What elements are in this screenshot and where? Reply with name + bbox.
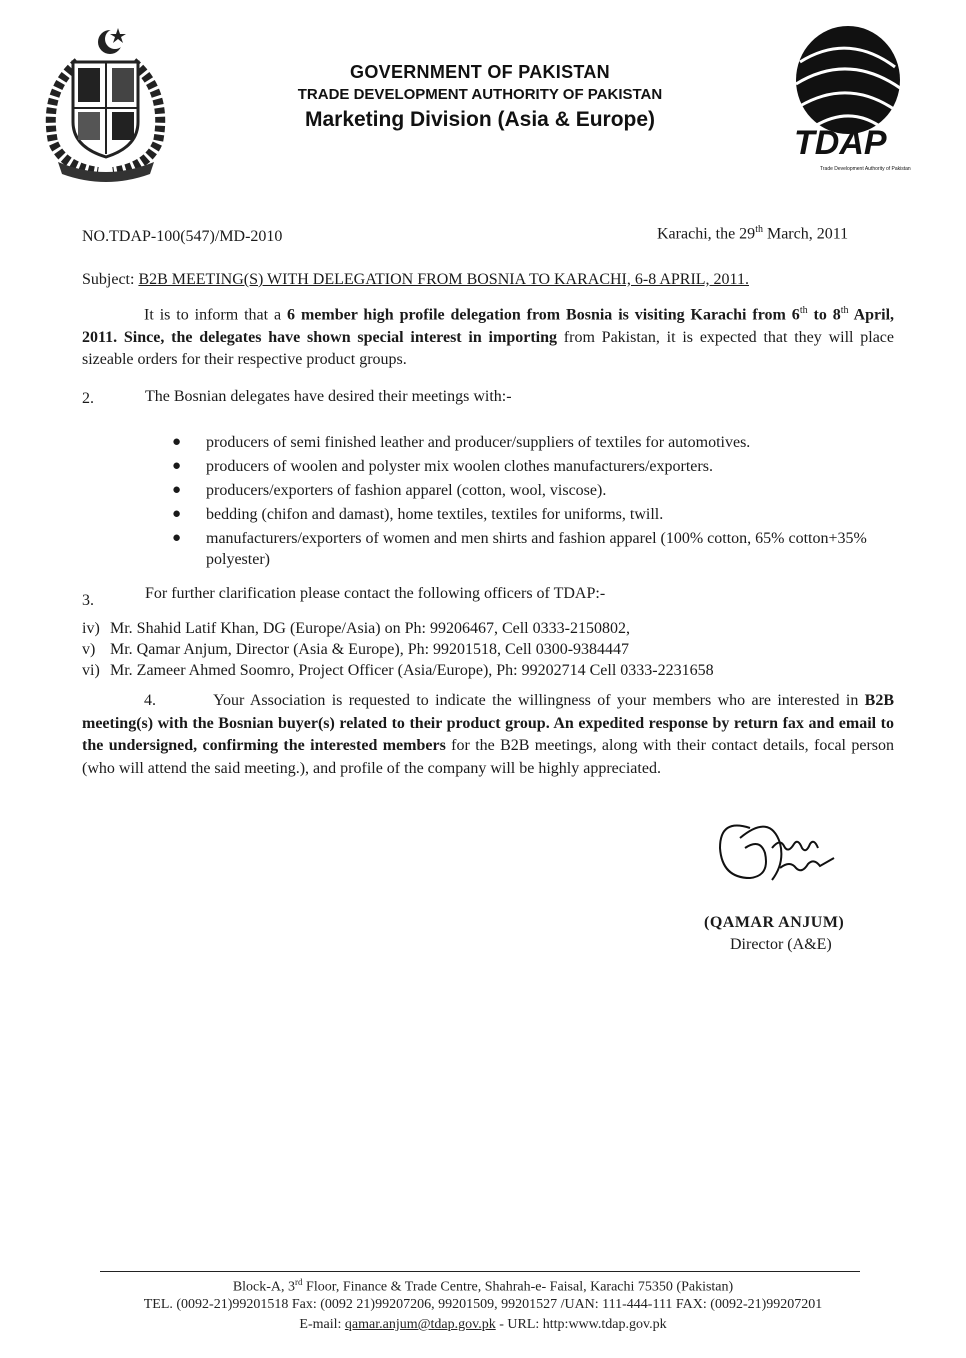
subject-line [82, 271, 749, 289]
footer-contact: E-mail: qamar.anjum@tdap.gov.pk - URL: http:www.tdap.gov.pk [299, 1317, 667, 1332]
officer-contact-list [82, 620, 714, 683]
meeting-interest-list [172, 432, 894, 573]
list-item: ● bedding (chifon and damast), home textiles, textiles for uniforms, twill. [172, 506, 664, 523]
list-item: iv) Mr. Shahid Latif Khan, DG (Europe/Asia) on Ph: 99206467, Cell 0333-2150802, [82, 620, 630, 637]
footer-phones: TEL. (0092-21)99201518 Fax: (0092 21)99207206, 99201509, 99201527 /UAN: 111-444-111 FAX: (0092-21)99207201 [143, 1297, 823, 1312]
tdap-logo-subtext: Trade Development Authority of Pakistan [820, 166, 911, 172]
list-item: ● producers of semi finished leather and producer/suppliers of textiles for automotives. [172, 434, 751, 451]
bullet-icon: ● [172, 458, 182, 474]
subject-text: B2B MEETING(S) WITH DELEGATION FROM BOSNIA TO KARACHI, 6-8 APRIL, 2011. [138, 271, 749, 288]
bullet-icon: ● [172, 530, 182, 546]
list-item: vi) Mr. Zameer Ahmed Soomro, Project Officer (Asia/Europe), Ph: 99202714 Cell 0333-2231658 [82, 662, 714, 679]
bullet-icon: ● [172, 434, 182, 450]
reference-number: NO.TDAP-100(547)/MD-2010 [82, 228, 283, 245]
letterhead-division: Marketing Division (Asia & Europe) [304, 108, 656, 131]
paragraph-3: For further clarification please contact the following officers of TDAP:- [145, 585, 606, 602]
email-link[interactable]: qamar.anjum@tdap.gov.pk [344, 1317, 496, 1332]
paragraph-4: 4. Your Association is requested to indicate the willingness of your members who are interested in B2B meeting(s) with the Bosnian buyer(s) related to their product group. An expedited response by return fax and email to the undersigned, confirming the interested members for the B2B meetings, along with their contact details, focal person (who will attend the said meeting.), and profile of the company will be highly appreciated. [82, 692, 895, 777]
paragraph-2-number: 2. [82, 390, 94, 407]
handwritten-signature [710, 808, 840, 893]
tdap-logo-text: TDAP [794, 124, 887, 162]
subject-label: Subject: [82, 271, 139, 288]
list-item: v) Mr. Qamar Anjum, Director (Asia & Europe), Ph: 99201518, Cell 0300-9384447 [82, 641, 630, 658]
signatory-title: Director (A&E) [730, 936, 832, 953]
pakistan-state-emblem-icon [18, 22, 188, 182]
tdap-logo-icon [780, 22, 930, 182]
bullet-icon: ● [172, 506, 182, 522]
letterhead-government: GOVERNMENT OF PAKISTAN [350, 62, 610, 82]
list-item: ● producers/exporters of fashion apparel (cotton, wool, viscose). [172, 482, 607, 499]
letter-date: Karachi, the 29th March, 2011 [657, 224, 849, 243]
bullet-icon: ● [172, 482, 182, 498]
letterhead-authority: TRADE DEVELOPMENT AUTHORITY OF PAKISTAN [297, 86, 663, 103]
footer-address: Block-A, 3rd Floor, Finance & Trade Centre, Shahrah-e- Faisal, Karachi 75350 (Pakistan) [232, 1277, 734, 1295]
list-item: ● manufacturers/exporters of women and men shirts and fashion apparel (100% cotton, 65% cotton+35% polyester) [172, 530, 867, 568]
paragraph-2: The Bosnian delegates have desired their meetings with:- [145, 388, 512, 405]
list-item: ● producers of woolen and polyster mix woolen clothes manufacturers/exporters. [172, 458, 713, 475]
paragraph-1: It is to inform that a 6 member high profile delegation from Bosnia is visiting Karachi from 6th to 8th April, 2011. Since, the delegates have shown special interest in importing from Pakistan, it is expected that they will place sizeable orders for their respective product groups. [82, 305, 895, 369]
paragraph-3-number: 3. [82, 592, 94, 609]
footer-divider [100, 1271, 860, 1272]
website-link[interactable]: http:www.tdap.gov.pk [542, 1317, 667, 1332]
signatory-name: (QAMAR ANJUM) [704, 914, 845, 931]
